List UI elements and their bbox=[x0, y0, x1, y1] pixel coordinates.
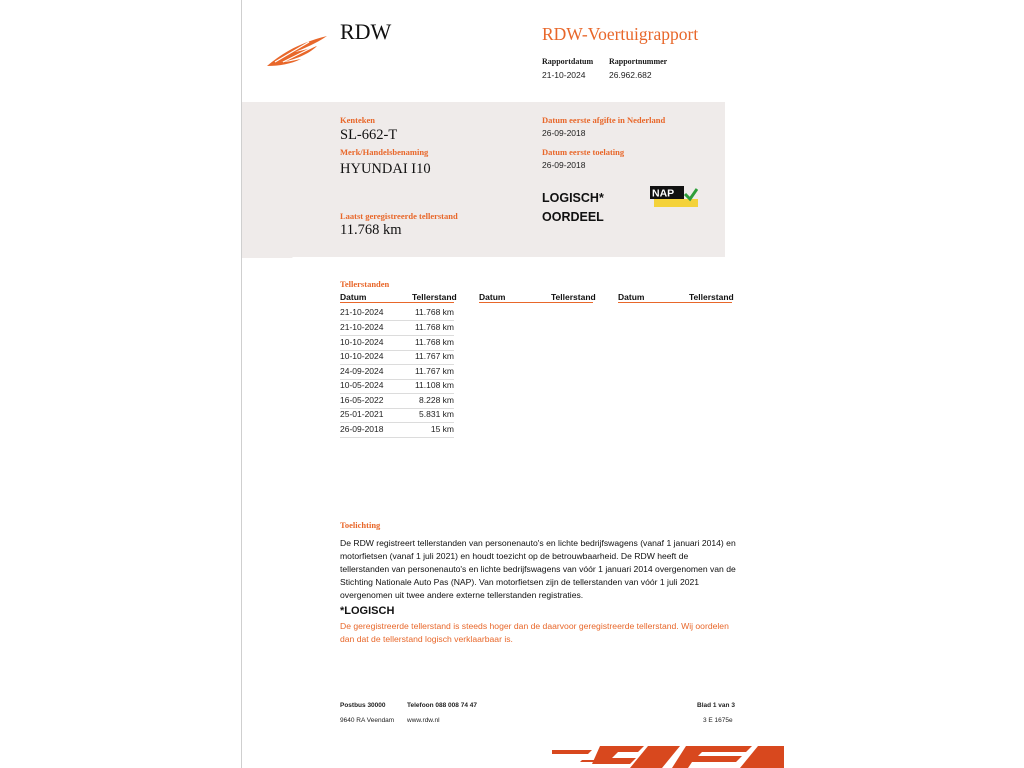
reading-km: 15 km bbox=[430, 424, 454, 434]
report-title: RDW-Voertuigrapport bbox=[542, 24, 699, 44]
col-header-reading-2: Tellerstand bbox=[551, 292, 596, 302]
make-label: Merk/Handelsbenaming bbox=[340, 147, 429, 157]
col-header-rule-1 bbox=[340, 302, 454, 303]
panel-notch bbox=[242, 244, 725, 258]
report-number-label: Rapportnummer bbox=[609, 57, 668, 66]
reading-date: 26-09-2018 bbox=[340, 424, 384, 434]
explanation-title: Toelichting bbox=[340, 520, 381, 530]
nap-logo-text: NAP bbox=[652, 187, 675, 200]
vehicle-summary-panel bbox=[242, 102, 725, 257]
col-header-date-2: Datum bbox=[479, 292, 506, 302]
reading-row bbox=[340, 407, 454, 423]
plate-value: SL-662-T bbox=[340, 127, 398, 143]
reading-date: 25-01-2021 bbox=[340, 409, 384, 419]
reading-date: 10-10-2024 bbox=[340, 351, 384, 361]
reading-date: 24-09-2024 bbox=[340, 366, 384, 376]
footer-postbus: Postbus 30000 bbox=[340, 702, 386, 709]
report-date-label: Rapportdatum bbox=[542, 57, 594, 66]
nap-logo-icon bbox=[650, 186, 698, 207]
reading-date: 21-10-2024 bbox=[340, 307, 384, 317]
logisch-text: De geregistreerde tellerstand is steeds hoger dan de daarvoor geregistreerde tellerstand. Wij oordelen dan dat de tellerstand logisch verklaarbaar is. bbox=[340, 621, 729, 644]
reading-km: 5.831 km bbox=[419, 409, 454, 419]
reading-km: 11.108 km bbox=[414, 380, 454, 390]
footer-website[interactable]: www.rdw.nl bbox=[407, 717, 440, 724]
make-value: HYUNDAI I10 bbox=[340, 161, 431, 177]
first-issue-nl-value: 26-09-2018 bbox=[542, 128, 586, 138]
report-date: 21-10-2024 bbox=[542, 70, 586, 80]
reading-row bbox=[340, 305, 454, 321]
col-header-rule-2 bbox=[479, 302, 593, 303]
reading-row bbox=[340, 349, 454, 365]
odometer-label: Laatst geregistreerde tellerstand bbox=[340, 211, 458, 221]
reading-km: 11.768 km bbox=[414, 307, 454, 317]
col-header-date-1: Datum bbox=[340, 292, 367, 302]
rdw-logo bbox=[265, 32, 331, 68]
reading-km: 11.767 km bbox=[414, 366, 454, 376]
report-number: 26.962.682 bbox=[609, 70, 652, 80]
col-header-rule-3 bbox=[618, 302, 732, 303]
readings-title: Tellerstanden bbox=[340, 279, 390, 289]
first-admission-value: 26-09-2018 bbox=[542, 160, 586, 170]
footer-phone: Telefoon 088 008 74 47 bbox=[407, 702, 477, 709]
footer-postcode: 9640 RA Veendam bbox=[340, 717, 395, 724]
col-header-date-3: Datum bbox=[618, 292, 645, 302]
odometer-value: 11.768 km bbox=[340, 222, 402, 238]
reading-km: 11.768 km bbox=[414, 322, 454, 332]
explanation-body: De RDW registreert tellerstanden van personenauto's en lichte bedrijfswagens (vanaf 1 januari 2014) en motorfietsen (vanaf 1 juli 2021) en houdt toezicht op de betrouwbaarheid. De RDW heeft de tellerstanden van personenauto's en lichte bedrijfswagens van vóór 1 januari 2014 overgenomen van de Stichting Nationale Auto Pas (NAP). Van motorfietsen zijn de tellerstanden van vóór 1 juli 2021 overgenomen uit twee andere externe tellerstanden registraties. bbox=[340, 538, 736, 600]
reading-date: 21-10-2024 bbox=[340, 322, 384, 332]
org-name: RDW bbox=[340, 19, 392, 44]
logisch-heading: *LOGISCH bbox=[340, 605, 395, 617]
footer-stripes-decoration bbox=[552, 744, 784, 768]
verdict-line-2: OORDEEL bbox=[542, 210, 604, 224]
reading-date: 10-05-2024 bbox=[340, 380, 384, 390]
plate-label: Kenteken bbox=[340, 115, 375, 125]
reading-km: 11.767 km bbox=[414, 351, 454, 361]
reading-date: 10-10-2024 bbox=[340, 337, 384, 347]
reading-km: 8.228 km bbox=[419, 395, 454, 405]
first-admission-label: Datum eerste toelating bbox=[542, 147, 625, 157]
first-issue-nl-label: Datum eerste afgifte in Nederland bbox=[542, 115, 666, 125]
verdict bbox=[542, 189, 604, 227]
reading-row bbox=[340, 422, 454, 438]
reading-km: 11.768 km bbox=[414, 337, 454, 347]
footer-code: 3 E 1675e bbox=[703, 717, 733, 724]
col-header-reading-1: Tellerstand bbox=[412, 292, 457, 302]
reading-date: 16-05-2022 bbox=[340, 395, 384, 405]
verdict-line-1: LOGISCH* bbox=[542, 191, 604, 205]
reading-row bbox=[340, 378, 454, 394]
footer-page: Blad 1 van 3 bbox=[697, 702, 735, 709]
col-header-reading-3: Tellerstand bbox=[689, 292, 734, 302]
reading-row bbox=[340, 320, 454, 336]
